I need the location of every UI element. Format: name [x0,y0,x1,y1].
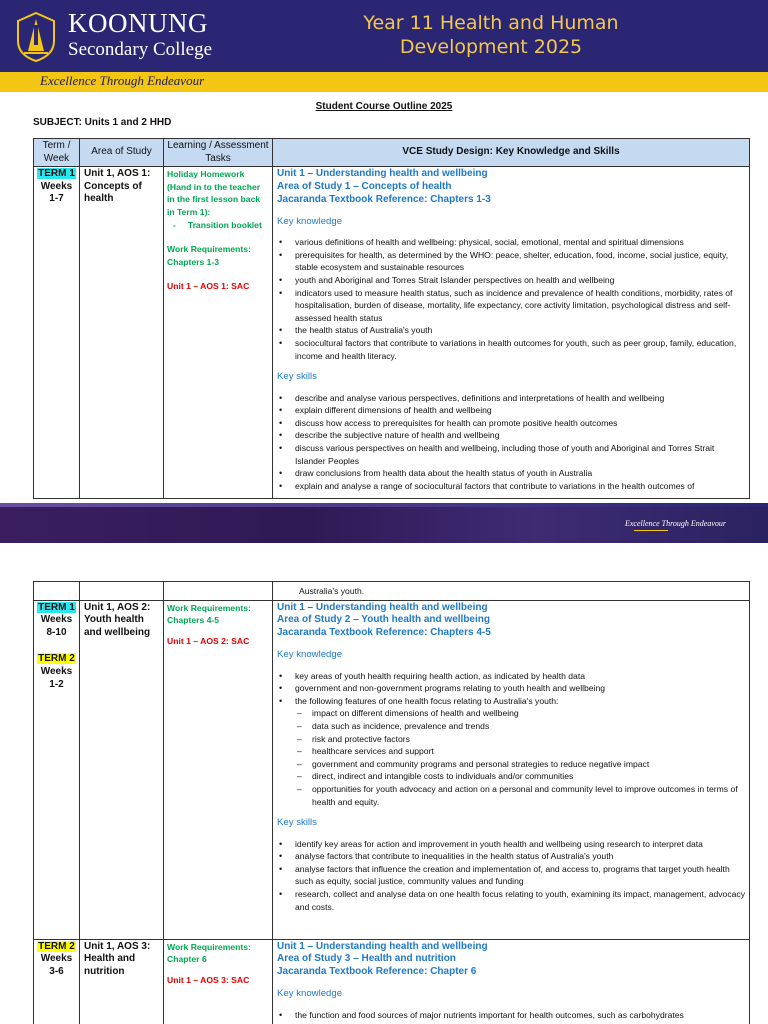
term-cell [34,582,80,601]
list-item: • explain and analyse a range of sociocultural factors that contribute to variations in the health outcomes of [277,480,745,493]
vce-cell [273,167,750,499]
key-knowledge-list [277,670,745,708]
term-badge: TERM 1 [38,601,75,613]
textbook-reference: Jacaranda Textbook Reference: Chapters 4-5 [277,627,491,639]
list-item: • describe the subjective nature of health and wellbeing [277,429,745,442]
list-item: – government and community programs and personal strategies to reduce negative impact [277,758,745,771]
weeks-label: Weeks 1-7 [40,180,73,205]
list-item: • analyse factors that influence the creation and implementation of, and access to, programs that target youth health such as equity, social justice, community values and funding [277,863,745,888]
list-item: – risk and protective factors [277,733,745,746]
area-cell: Unit 1, AOS 3: Health and nutrition [80,939,164,1024]
document-title [330,11,652,59]
footer-underline [634,530,668,531]
unit-title: Unit 1 – Understanding health and wellbeing [277,168,488,180]
key-knowledge-list [277,236,745,362]
term-cell [34,939,80,1024]
vce-cell [273,939,750,1024]
list-item: • government and non-government programs relating to youth health and wellbeing [277,682,745,695]
list-item: • discuss how access to prerequisites for health can promote positive health outcomes [277,417,745,430]
course-outline-table [33,138,750,499]
list-item: • discuss various perspectives on health and wellbeing, including those of youth and Aboriginal and Torres Strait Islander Peoples [277,442,745,467]
motto-bar [0,72,768,92]
list-item: • identify key areas for action and improvement in youth health and wellbeing using research to interpret data [277,838,745,851]
header-area: Area of Study [80,139,164,167]
list-item: • youth and Aboriginal and Torres Strait Islander perspectives on health and wellbeing [277,274,745,287]
school-motto: Excellence Through Endeavour [40,73,205,88]
list-item: • research, collect and analyse data on one health focus relating to youth, examining its impact, management, advocacy and costs. [277,888,745,913]
header-banner [0,0,768,72]
table-row [34,600,750,939]
header-tasks: Learning / Assessment Tasks [164,139,273,167]
key-skills-list [277,392,745,493]
unit-title: Unit 1 – Understanding health and wellbeing [277,940,488,952]
list-item: • key areas of youth health requiring health action, as indicated by health data [277,670,745,683]
key-knowledge-heading: Key knowledge [277,215,343,227]
sac-label: Unit 1 – AOS 3: SAC [167,974,250,985]
list-item: – opportunities for youth advocacy and action on a personal and community level to improve outcomes in terms of health and equity. [277,783,745,808]
list-item: – impact on different dimensions of health and wellbeing [277,707,745,720]
document-title-line-2: Development 2025 [399,36,583,58]
header-vce: VCE Study Design: Key Knowledge and Skills [273,139,750,167]
textbook-reference: Jacaranda Textbook Reference: Chapter 6 [277,966,477,978]
list-item: • analyse factors that contribute to inequalities in the health status of Australia's youth [277,850,745,863]
work-requirements: Work Requirements: Chapters 4-5 [167,602,251,626]
outline-title: Student Course Outline 2025 [315,101,453,112]
transition-booklet-label: Transition booklet [187,219,262,230]
tasks-cell [164,582,273,601]
sac-label: Unit 1 – AOS 1: SAC [167,281,250,292]
work-requirements: Work Requirements: Chapters 1-3 [167,244,251,267]
continuation-text: Australia's youth. [299,586,365,596]
sac-label: Unit 1 – AOS 2: SAC [167,635,250,646]
list-item: • explain different dimensions of health and wellbeing [277,404,745,417]
header-term: Term / Week [34,139,80,167]
list-item: – data such as incidence, prevalence and trends [277,720,745,733]
table-row [34,939,750,1024]
footer-band [0,507,768,543]
list-item: – direct, indirect and intangible costs to individuals and/or communities [277,770,745,783]
list-item: • describe and analyse various perspectives, definitions and interpretations of health and wellbeing [277,392,745,405]
list-item: • sociocultural factors that contribute to variations in health outcomes for youth, such as peer group, family, education, income and health literacy. [277,337,745,362]
list-item: • indicators used to measure health status, such as incidence and prevalence of health conditions, morbidity, rates of hospitalisation, burden of disease, mortality, life expectancy, core activity limitation, psychological distress and self-assessed health status [277,287,745,325]
health-focus-features-list [277,707,745,808]
list-item: • prerequisites for health, as determined by the WHO: peace, shelter, education, food, income, social justice, equity, stable ecosystem and sustainable resources [277,249,745,274]
term-cell [34,167,80,499]
page-gap [0,543,768,581]
term-badge: TERM 2 [38,940,75,952]
key-knowledge-heading: Key knowledge [277,648,343,660]
transition-booklet: - Transition booklet [173,219,262,230]
school-crest-icon [14,11,58,63]
area-cell: Unit 1, AOS 2: Youth health and wellbeing [80,600,164,939]
list-item: • various definitions of health and wellbeing: physical, social, emotional, mental and spiritual dimensions [277,236,745,249]
weeks-label: Weeks 1-2 [40,665,73,690]
vce-cell [273,600,750,939]
school-name: KOONUNG [68,8,208,38]
course-outline-table-continued [33,581,750,1024]
tasks-cell [164,167,273,499]
aos-title: Area of Study 1 – Concepts of health [277,180,452,192]
school-subtitle: Secondary College [68,39,213,60]
key-knowledge-list [277,1009,745,1022]
aos-title: Area of Study 3 – Health and nutrition [277,953,456,965]
work-requirements: Work Requirements: Chapter 6 [167,941,251,965]
list-item: – healthcare services and support [277,745,745,758]
list-item: • the following features of one health focus relating to Australia's youth: [277,695,745,708]
term-badge: TERM 2 [38,653,75,665]
subject-heading: SUBJECT: Units 1 and 2 HHD [33,117,172,128]
holiday-homework: Holiday Homework (Hand in to the teacher in the first lesson back in Term 1): [167,169,261,217]
key-knowledge-heading: Key knowledge [277,987,343,999]
unit-title: Unit 1 – Understanding health and wellbeing [277,601,488,613]
weeks-label: Weeks 8-10 [40,614,73,638]
area-cell [80,582,164,601]
tasks-cell [164,939,273,1024]
key-skills-list [277,838,745,914]
weeks-label: Weeks 3-6 [40,953,73,977]
table-header-row [34,139,750,167]
term-badge: TERM 1 [38,168,75,180]
key-skills-heading: Key skills [277,371,317,383]
textbook-reference: Jacaranda Textbook Reference: Chapters 1-3 [277,193,491,205]
footer-motto: Excellence Through Endeavour [624,519,726,528]
document-title-line-1: Year 11 Health and Human [363,12,619,34]
table-row [34,167,750,499]
tasks-cell [164,600,273,939]
term-cell [34,600,80,939]
list-item: • draw conclusions from health data about the health status of youth in Australia [277,467,745,480]
area-cell: Unit 1, AOS 1: Concepts of health [80,167,164,499]
vce-cell [273,582,750,601]
key-skills-heading: Key skills [277,817,317,829]
aos-title: Area of Study 2 – Youth health and wellbeing [277,614,490,626]
table-row [34,582,750,601]
list-item: • the function and food sources of major nutrients important for health outcomes, such as carbohydrates [277,1009,745,1022]
list-item: • the health status of Australia's youth [277,324,745,337]
